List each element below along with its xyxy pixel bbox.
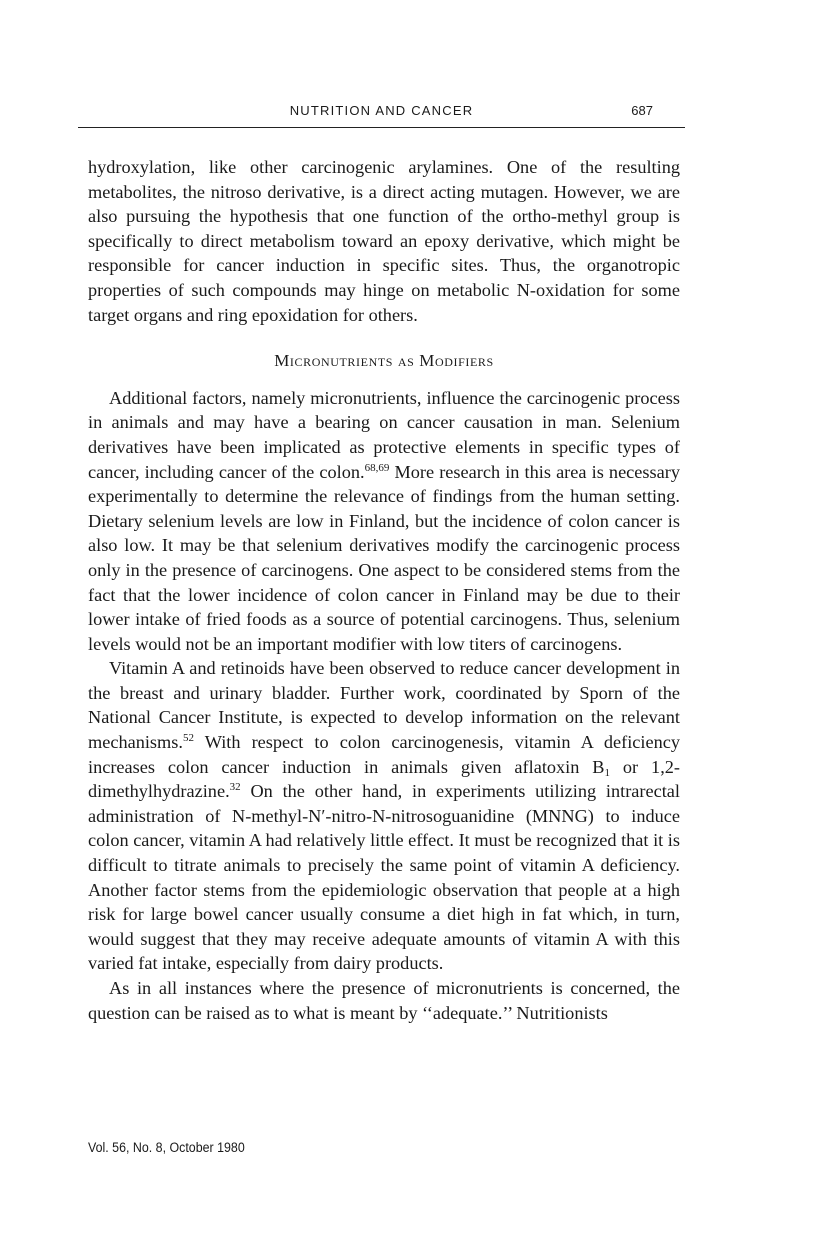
reference-52: 52	[182, 732, 194, 745]
paragraph-2	[88, 386, 680, 657]
article-body	[88, 155, 680, 1025]
reference-32: 32	[229, 781, 241, 794]
paragraph-4: As in all instances where the presence of micronutrients is concerned, the question can be raised as to what is meant by ‘‘adequate.’’ Nutritionists	[88, 978, 680, 1023]
journal-citation: Vol. 56, No. 8, October 1980	[88, 1140, 245, 1155]
paragraph-3-text-d: On the other hand, in experiments utilizing intrarectal administration of N-methyl-N′-nitro-N-nitrosoguanidine (MNNG) to induce colon cancer, vitamin A had relatively little effect. It must be recognized that it is difficult to titrate animals to precisely the same point of vitamin A deficiency. Another factor stems from the epidemiologic observation that people at a high risk for large bowel cancer usually consume a diet high in fat which, in turn, would suggest that they may receive adequate amounts of vitamin A with this varied fat intake, especially from dairy products.	[88, 781, 680, 974]
paragraph-3-text-a: Vitamin A and retinoids have been observed to reduce cancer development in the breast and urinary bladder. Further work, coordinated by Sporn of the National Cancer Institute, is expected to develop information on the relevant mechanisms.	[88, 658, 680, 753]
paragraph-2-text-a: Additional factors, namely micronutrients, influence the carcinogenic process in animals and may have a bearing on cancer causation in man. Selenium derivatives have been implicated as protective elements in specific types of cancer, including cancer of the colon.	[88, 387, 680, 482]
paragraph-2-text-b: More research in this area is necessary experimentally to determine the relevance of findings from the human setting. Dietary selenium levels are low in Finland, but the incidence of colon cancer is also low. It may be that selenium derivatives modify the carcinogenic process only in the presence of carcinogens. One aspect to be considered stems from the fact that the lower incidence of colon cancer in Finland may be due to their lower intake of fried foods as a source of potential carcinogens. Thus, selenium levels would not be an important modifier with low titers of carcinogens.	[88, 461, 680, 654]
running-header	[78, 103, 685, 128]
paragraph-3	[88, 656, 680, 976]
section-heading: Micronutrients as Modifiers	[274, 351, 494, 371]
subscript-1: 1	[604, 766, 610, 779]
reference-68-69: 68,69	[364, 461, 390, 474]
paragraph-3-text-b: With respect to colon carcinogenesis, vitamin A deficiency increases colon cancer induction in animals given aflatoxin B	[88, 732, 680, 777]
running-title: NUTRITION AND CANCER	[289, 103, 474, 118]
paragraph-1: hydroxylation, like other carcinogenic arylamines. One of the resulting metabolites, the nitroso derivative, is a direct acting mutagen. However, we are also pursuing the hypothesis that one function of the ortho-methyl group is specifically to direct metabolism toward an epoxy derivative, which might be responsible for cancer induction in specific sites. Thus, the organotropic properties of such compounds may hinge on metabolic N-oxidation for some target organs and ring epoxidation for others.	[88, 157, 680, 325]
page-number: 687	[631, 103, 653, 118]
paragraph-3-text-c: or 1,2-dimethylhydrazine.	[88, 756, 680, 802]
